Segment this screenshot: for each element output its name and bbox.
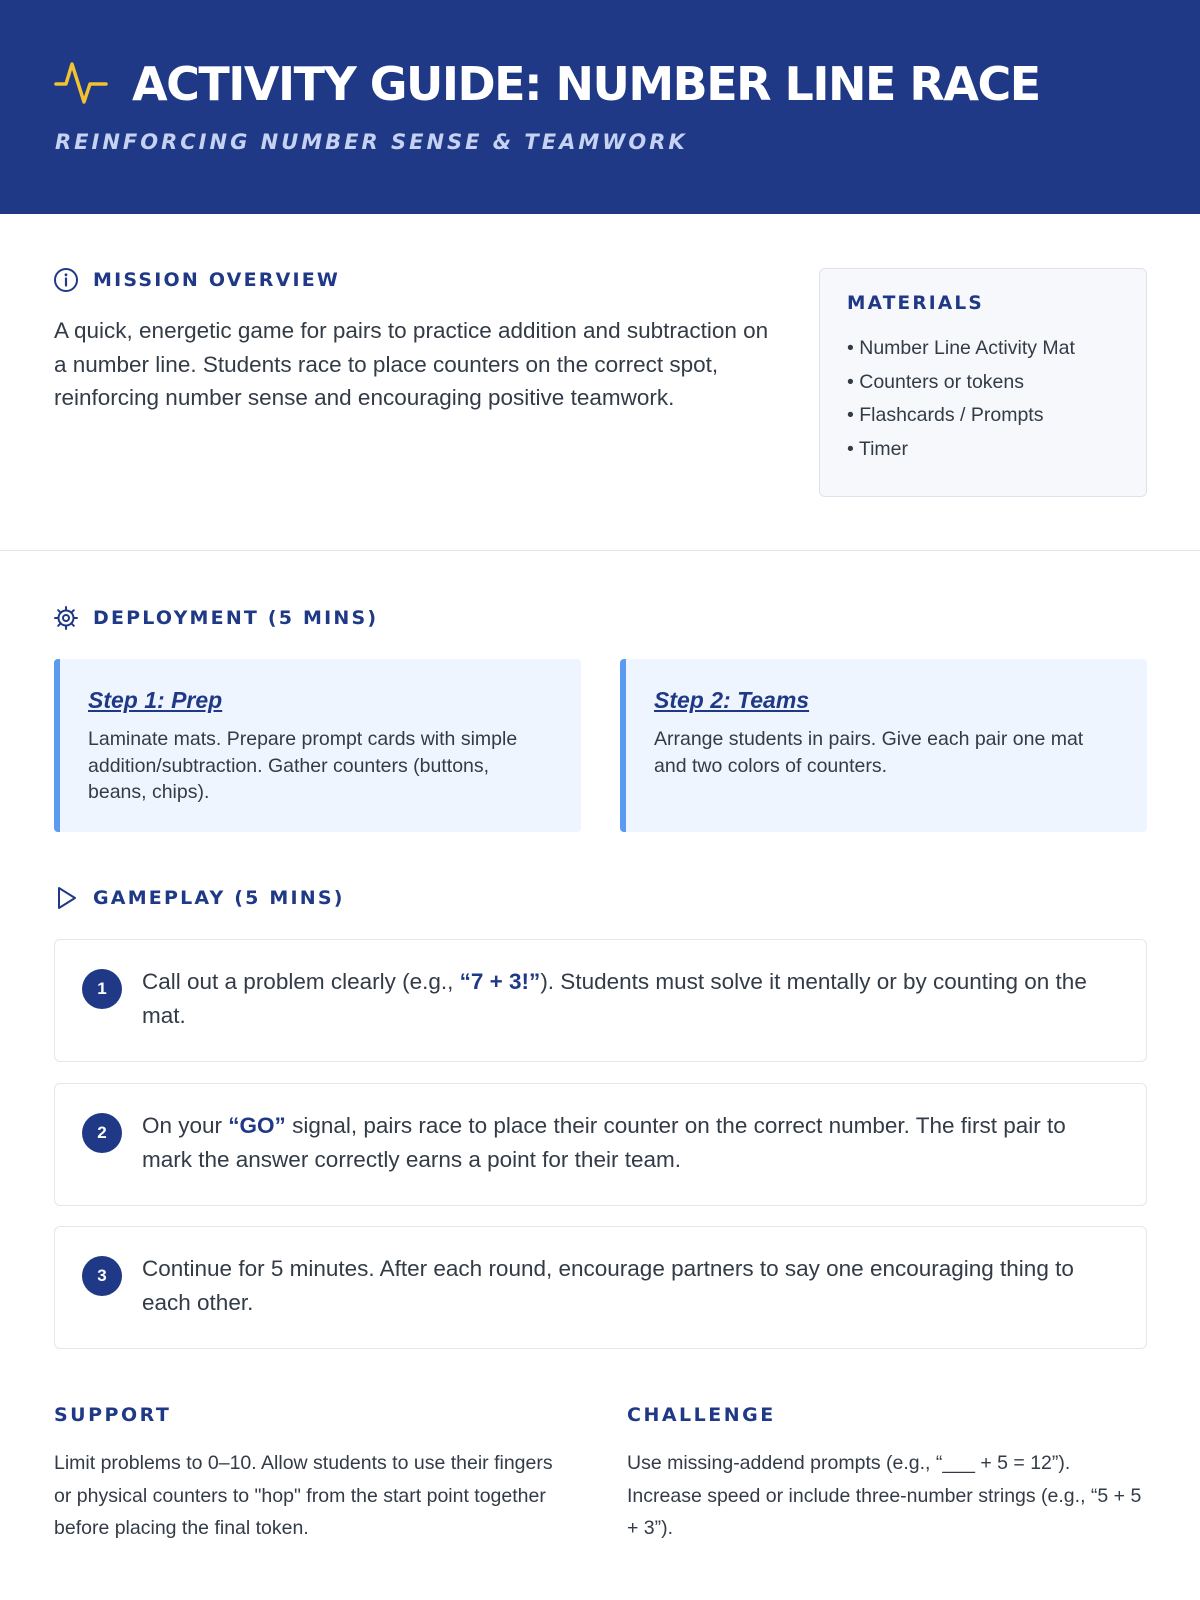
support-text: Limit problems to 0–10. Allow students to use their fingers or physical counters to "hop" from the start point together before placing the final token. xyxy=(54,1452,553,1539)
support-title: SUPPORT xyxy=(54,1404,172,1426)
list-item: • Flashcards / Prompts xyxy=(847,404,1044,426)
header-banner xyxy=(0,0,1200,214)
materials-title: MATERIALS xyxy=(847,293,984,314)
play-icon xyxy=(53,885,79,911)
step-card-teams xyxy=(620,659,1147,832)
list-item: • Counters or tokens xyxy=(847,370,1024,393)
gameplay-step-1 xyxy=(54,939,1147,1062)
gameplay-text: On your “GO” signal, pairs race to place their counter on the correct number. The first pair to mark the answer correctly earns a point for their team. xyxy=(142,1113,1066,1172)
gameplay-heading xyxy=(53,885,345,911)
gameplay-text: Call out a problem clearly (e.g., “7 + 3!”). Students must solve it mentally or by counting on the mat. xyxy=(142,969,1087,1028)
materials-box xyxy=(819,268,1147,497)
list-item: • Number Line Activity Mat xyxy=(847,337,1075,359)
overview-text: A quick, energetic game for pairs to practice addition and subtraction on a number line. Students race to place counters on the correct spot, reinforcing number sense and encouraging positive teamwork. xyxy=(54,318,769,410)
challenge-text: Use missing-addend prompts (e.g., “___ + 5 = 12”). Increase speed or include three-number strings (e.g., “5 + 5 + 3”). xyxy=(627,1452,1142,1539)
challenge-title: CHALLENGE xyxy=(627,1404,776,1426)
info-icon xyxy=(53,267,79,293)
deployment-title: DEPLOYMENT (5 MINS) xyxy=(93,607,379,629)
step-title: Step 1: Prep xyxy=(88,687,223,713)
list-item: • Timer xyxy=(847,437,908,460)
materials-list xyxy=(847,332,1119,466)
section-divider xyxy=(0,550,1200,551)
step-number-badge: 3 xyxy=(82,1256,122,1296)
gameplay-title: GAMEPLAY (5 MINS) xyxy=(93,887,345,909)
step-card-prep xyxy=(54,659,581,832)
page-title: ACTIVITY GUIDE: NUMBER LINE RACE xyxy=(132,57,1040,111)
gameplay-step-3 xyxy=(54,1226,1147,1349)
deployment-heading xyxy=(53,605,378,631)
step-number-badge: 2 xyxy=(82,1113,122,1153)
overview-heading xyxy=(53,267,340,293)
gear-icon xyxy=(53,605,79,631)
step-text: Laminate mats. Prepare prompt cards with simple addition/subtraction. Gather counters (buttons, beans, chips). xyxy=(88,728,518,803)
step-number-badge: 1 xyxy=(82,969,122,1009)
overview-title: MISSION OVERVIEW xyxy=(93,269,341,291)
pulse-icon xyxy=(54,56,108,110)
gameplay-step-2 xyxy=(54,1083,1147,1206)
gameplay-text: Continue for 5 minutes. After each round, encourage partners to say one encouraging thing to each other. xyxy=(142,1256,1074,1315)
step-text: Arrange students in pairs. Give each pair one mat and two colors of counters. xyxy=(654,728,1084,777)
step-title: Step 2: Teams xyxy=(654,687,810,713)
page-subtitle: REINFORCING NUMBER SENSE & TEAMWORK xyxy=(55,130,688,154)
